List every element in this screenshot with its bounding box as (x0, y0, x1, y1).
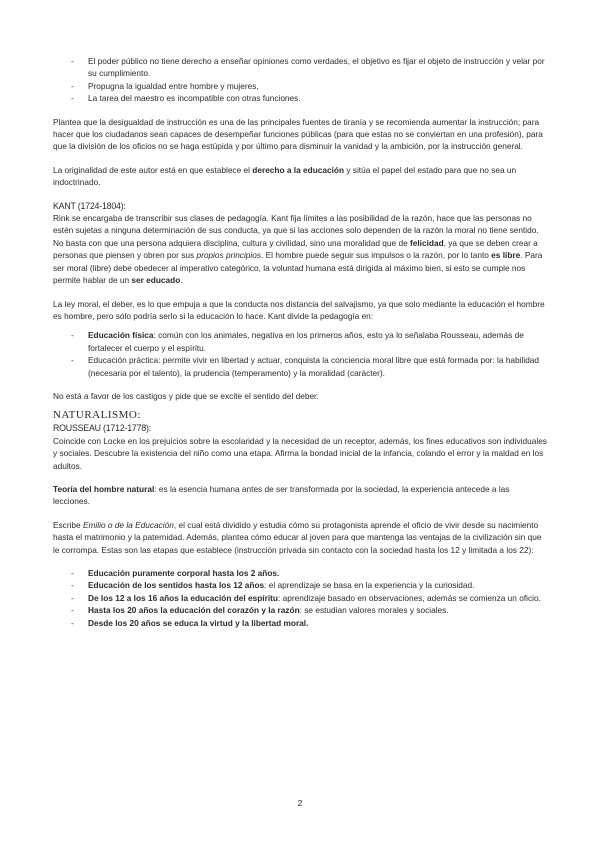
list-item: - El poder público no tiene derecho a enseñar opiniones como verdades, el objetivo es fijar el objeto de instrucción y velar por su cumplimiento. (53, 55, 548, 80)
list-item: - Educación de los sentidos hasta los 12 años: el aprendizaje se basa en la experiencia y la curiosidad. (53, 579, 548, 591)
paragraph-instruction: Plantea que la desigualdad de instrucción es una de las principales fuentes de tiranía y se recomienda aumentar la instrucción; para hacer que los ciudadanos sean capaces de desempeñar funciones públicas (para que estas no se conviertan en una profesión), para que la división de los oficios no se haga estúpida y por último para disminuir la vanidad y la ambición, por la instrucción general. (53, 116, 543, 152)
condorcet-list (53, 55, 548, 105)
rousseau-stages-list (53, 567, 548, 629)
kant-paragraph-2: La ley moral, el deber, es lo que empuja a que la conducta nos distancia del salvajismo, ya que solo mediante la educación el hombre es hombre, pero sólo podría serlo si la educación lo hace. Kant divide la pedagogía en: (53, 298, 545, 321)
kant-pedagogy-list (53, 329, 548, 379)
emilio-paragraph: Escribe Emilio o de la Educación, el cual está dividido y estudia cómo su protagonista aprende el oficio de vivir desde su nacimiento hasta el matrimonio y la paternidad. Además, plantea cómo educar al joven para que mantenga las ventajas de la civilización sin que le corrompa. Estas son las etapas que establece (instrucción privada sin contacto con la sociedad hasta los 12 y limitada a los 22): (53, 519, 542, 555)
kant-paragraph-3: No está a favor de los castigos y pide que se excite el sentido del deber. (53, 390, 319, 401)
rousseau-heading: ROUSSEAU (1712-1778): (53, 423, 151, 434)
list-item: - La tarea del maestro es incompatible con otras funciones. (53, 92, 548, 104)
natural-man-paragraph: Teoría del hombre natural: es la esencia humana antes de ser transformada por la sociedad, la experiencia antecede a las lecciones. (53, 483, 510, 507)
naturalismo-heading: NATURALISMO: (53, 409, 141, 422)
page-number: 2 (297, 798, 303, 808)
list-item: - Educación práctica: permite vivir en libertad y actuar, conquista la conciencia moral libre que está formada por: la habilidad (necesaria por el talento), la prudencia (temperamento) y la moralidad (carácter). (53, 354, 548, 379)
list-item: - Educación física: común con los animales, negativa en los primeros años, esto ya lo señalaba Rousseau, además de fortalecer el cuerpo y el espíritu. (53, 329, 548, 354)
list-item: - Desde los 20 años se educa la virtud y la libertad moral. (53, 617, 548, 629)
paragraph-originality: La originalidad de este autor está en que establece el derecho a la educación y sitúa el papel del estado para que no sea un indoctrinado. (53, 164, 517, 188)
kant-heading: KANT (1724-1804): (53, 200, 126, 211)
list-item: - Educación puramente corporal hasta los 2 años. (53, 567, 548, 579)
list-item: - Propugna la igualdad entre hombre y mujeres, (53, 80, 548, 92)
list-item: - De los 12 a los 16 años la educación del espíritu: aprendizaje basado en observaciones, además se comienza un oficio. (53, 592, 548, 604)
kant-paragraph-1: Rink se encargaba de transcribir sus clases de pedagogía. Kant fija límites a las posibilidad de la razón, hace que las personas no estén sujetas a ninguna determinación de sus conducta, ya que si las acciones solo dependen de la razón la moral no tiene sentido. No basta con que una persona adquiera disciplina, cultura y civilidad, sino una moralidad que de felicidad, ya que se deben crear a personas que piensen y obren por sus propios principios. El hombre puede seguir sus impulsos o la razón, por lo tanto es libre. Para ser moral (libre) debe obedecer al imperativo categórico, la voluntad humana está dirigida al máximo bien, si esto se cumple nos permite hablar de un ser educado. (53, 213, 543, 286)
list-item: - Hasta los 20 años la educación del corazón y la razón: se estudian valores morales y sociales. (53, 604, 548, 616)
page-content (53, 55, 548, 629)
rousseau-paragraph-1: Coincide con Locke en los prejuicios sobre la escolaridad y la necesidad de un receptor, además, los fines educativos son individuales y sociales. Descubre la existencia del niño como una etapa. Afirma la bondad inicial de la infancia, colando el error y la maldad en los adultos. (53, 435, 547, 471)
